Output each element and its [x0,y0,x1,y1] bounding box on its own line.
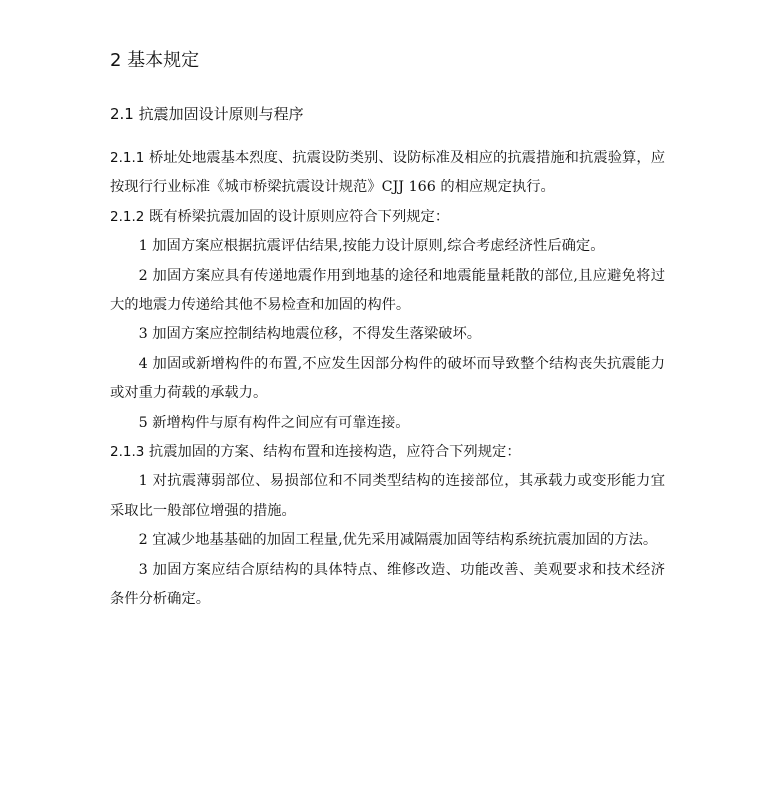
item-number: 1 [138,473,148,490]
list-item [110,409,665,438]
list-item [110,350,665,409]
item-text: 加固方案应结合原结构的具体特点、维修改造、功能改善、美观要求和技术经济条件分析确定。 [110,561,665,608]
list-item [110,467,665,526]
item-text: 加固或新增构件的布置,不应发生因部分构件的破坏而导致整个结构丧失抗震能力或对重力荷载的承载力。 [110,355,665,402]
section-title: 2.1 抗震加固设计原则与程序 [110,105,304,123]
item-number: 5 [138,414,148,431]
list-item [110,232,665,261]
item-number: 2 [138,267,148,284]
item-number: 1 [138,238,148,255]
list-item [110,556,665,615]
chapter-title: 2 基本规定 [110,50,200,71]
clause-2-1-3 [110,438,665,467]
item-text: 宜减少地基基础的加固工程量,优先采用减隔震加固等结构系统抗震加固的方法。 [147,532,658,549]
clause-number: 2.1.2 [110,208,145,225]
item-number: 3 [138,561,148,578]
clause-2-1-1 [110,144,665,203]
clause-number: 2.1.3 [110,444,145,461]
clause-text: 既有桥梁抗震加固的设计原则应符合下列规定： [144,208,450,225]
document-body [110,144,665,615]
item-text: 对抗震薄弱部位、易损部位和不同类型结构的连接部位，其承载力或变形能力宜采取比一般部位增强的措施。 [110,473,665,519]
item-text: 加固方案应控制结构地震位移，不得发生落梁破坏。 [147,326,482,343]
clause-text: 抗震加固的方案、结构布置和连接构造，应符合下列规定： [144,444,521,461]
clause-text: 桥址处地震基本烈度、抗震设防类别、设防标准及相应的抗震措施和抗震验算，应按现行行业标准《城市桥梁抗震设计规范》CJJ 166 的相应规定执行。 [110,150,665,196]
item-number: 2 [138,532,148,549]
item-text: 加固方案应具有传递地震作用到地基的途径和地震能量耗散的部位,且应避免将过大的地震力传递给其他不易检查和加固的构件。 [110,267,665,314]
item-text: 新增构件与原有构件之间应有可靠连接。 [147,414,410,431]
item-text: 加固方案应根据抗震评估结果,按能力设计原则,综合考虑经济性后确定。 [147,238,605,255]
item-number: 3 [138,326,148,343]
clause-2-1-2 [110,203,665,232]
list-item [110,262,665,321]
list-item [110,320,665,349]
list-item [110,526,665,555]
item-number: 4 [138,355,148,372]
clause-number: 2.1.1 [110,150,145,166]
